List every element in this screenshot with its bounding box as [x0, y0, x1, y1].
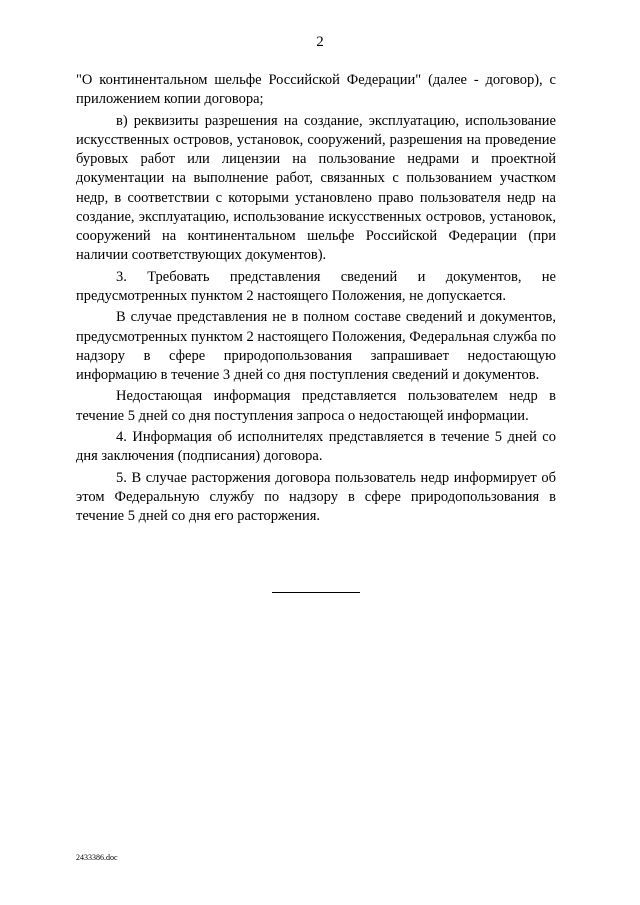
paragraph-point-5: 5. В случае расторжения договора пользователь недр информирует об этом Федеральную службу по надзору в сфере природопользования в течение 5 дней со дня его расторжения. — [76, 469, 556, 525]
paragraph-point-3: 3. Требовать представления сведений и документов, не предусмотренных пунктом 2 настоящего Положения, не допускается. — [76, 268, 556, 304]
paragraph-incomplete-submission: В случае представления не в полном составе сведений и документов, предусмотренных пунктом 2 настоящего Положения, Федеральная служба по надзору в сфере природопользования запрашивает недостающую информацию в течение 3 дней со дня поступления сведений и документов. — [76, 309, 556, 383]
footer-filename: 2433386.doc — [76, 853, 118, 862]
paragraph-continuation: "О континентальном шельфе Российской Федерации" (далее - договор), с приложением копии договора; — [76, 72, 556, 108]
paragraph-point-4: 4. Информация об исполнителях представляется в течение 5 дней со дня заключения (подписания) договора. — [76, 429, 556, 465]
page-number: 2 — [316, 34, 324, 50]
end-divider-line — [272, 592, 360, 593]
document-body — [76, 71, 556, 529]
paragraph-item-v: в) реквизиты разрешения на создание, эксплуатацию, использование искусственных островов, установок, сооружений, разрешения на проведение буровых работ или лицензии на пользование недрами и проектной документации на выполнение работ, связанных с пользованием участком недр, в соответствии с которыми установлено право пользователя недр на создание, эксплуатацию, использование искусственных островов, установок, сооружений на континентальном шельфе Российской Федерации (при наличии соответствующих документов). — [76, 112, 556, 264]
paragraph-missing-information: Недостающая информация представляется пользователем недр в течение 5 дней со дня поступления запроса о недостающей информации. — [76, 388, 556, 424]
